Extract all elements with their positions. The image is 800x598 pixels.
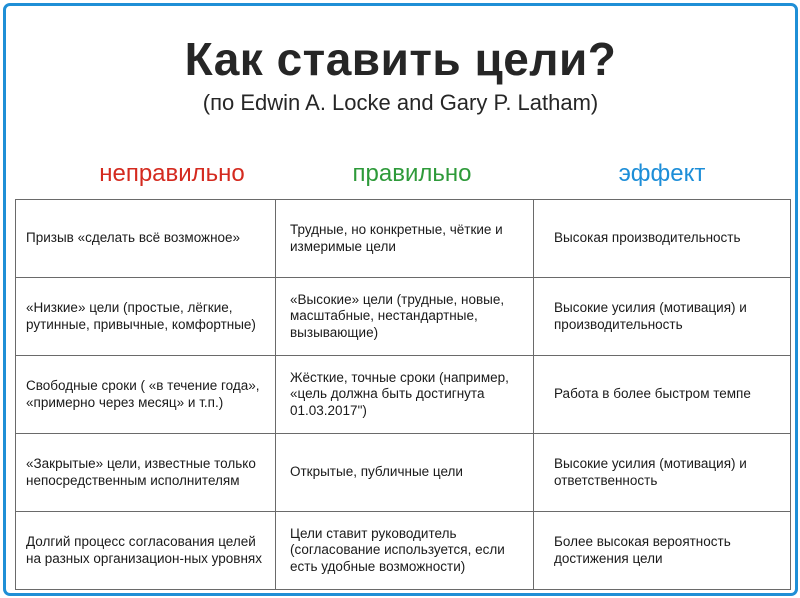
cell-effect: Высокие усилия (мотивация) и ответственность — [534, 434, 791, 512]
cell-wrong: «Закрытые» цели, известные только непосредственным исполнителям — [16, 434, 276, 512]
comparison-table — [15, 199, 791, 590]
table-row — [16, 512, 791, 590]
column-header-right: правильно — [352, 160, 472, 187]
cell-wrong: Долгий процесс согласования целей на разных организацион-ных уровнях — [16, 512, 276, 590]
table-row — [16, 278, 791, 356]
slide — [3, 3, 798, 596]
cell-right: «Высокие» цели (трудные, новые, масштабные, нестандартные, вызывающие) — [276, 278, 534, 356]
cell-wrong: Призыв «сделать всё возможное» — [16, 200, 276, 278]
table-row — [16, 356, 791, 434]
cell-effect: Более высокая вероятность достижения цели — [534, 512, 791, 590]
column-header-effect: эффект — [618, 160, 706, 187]
column-header-wrong: неправильно — [99, 160, 245, 187]
cell-right: Жёсткие, точные сроки (например, «цель должна быть достигнута 01.03.2017") — [276, 356, 534, 434]
page-subtitle: (по Edwin A. Locke and Gary P. Latham) — [202, 90, 599, 115]
table-row — [16, 434, 791, 512]
cell-effect: Высокие усилия (мотивация) и производительность — [534, 278, 791, 356]
page-title: Как ставить цели? — [184, 33, 617, 85]
cell-right: Цели ставит руководитель (согласование используется, если есть удобные возможности) — [276, 512, 534, 590]
cell-effect: Высокая производительность — [534, 200, 791, 278]
cell-right: Открытые, публичные цели — [276, 434, 534, 512]
table-row — [16, 200, 791, 278]
cell-wrong: Свободные сроки ( «в течение года», «примерно через месяц» и т.п.) — [16, 356, 276, 434]
cell-right: Трудные, но конкретные, чёткие и измеримые цели — [276, 200, 534, 278]
cell-wrong: «Низкие» цели (простые, лёгкие, рутинные, привычные, комфортные) — [16, 278, 276, 356]
cell-effect: Работа в более быстром темпе — [534, 356, 791, 434]
